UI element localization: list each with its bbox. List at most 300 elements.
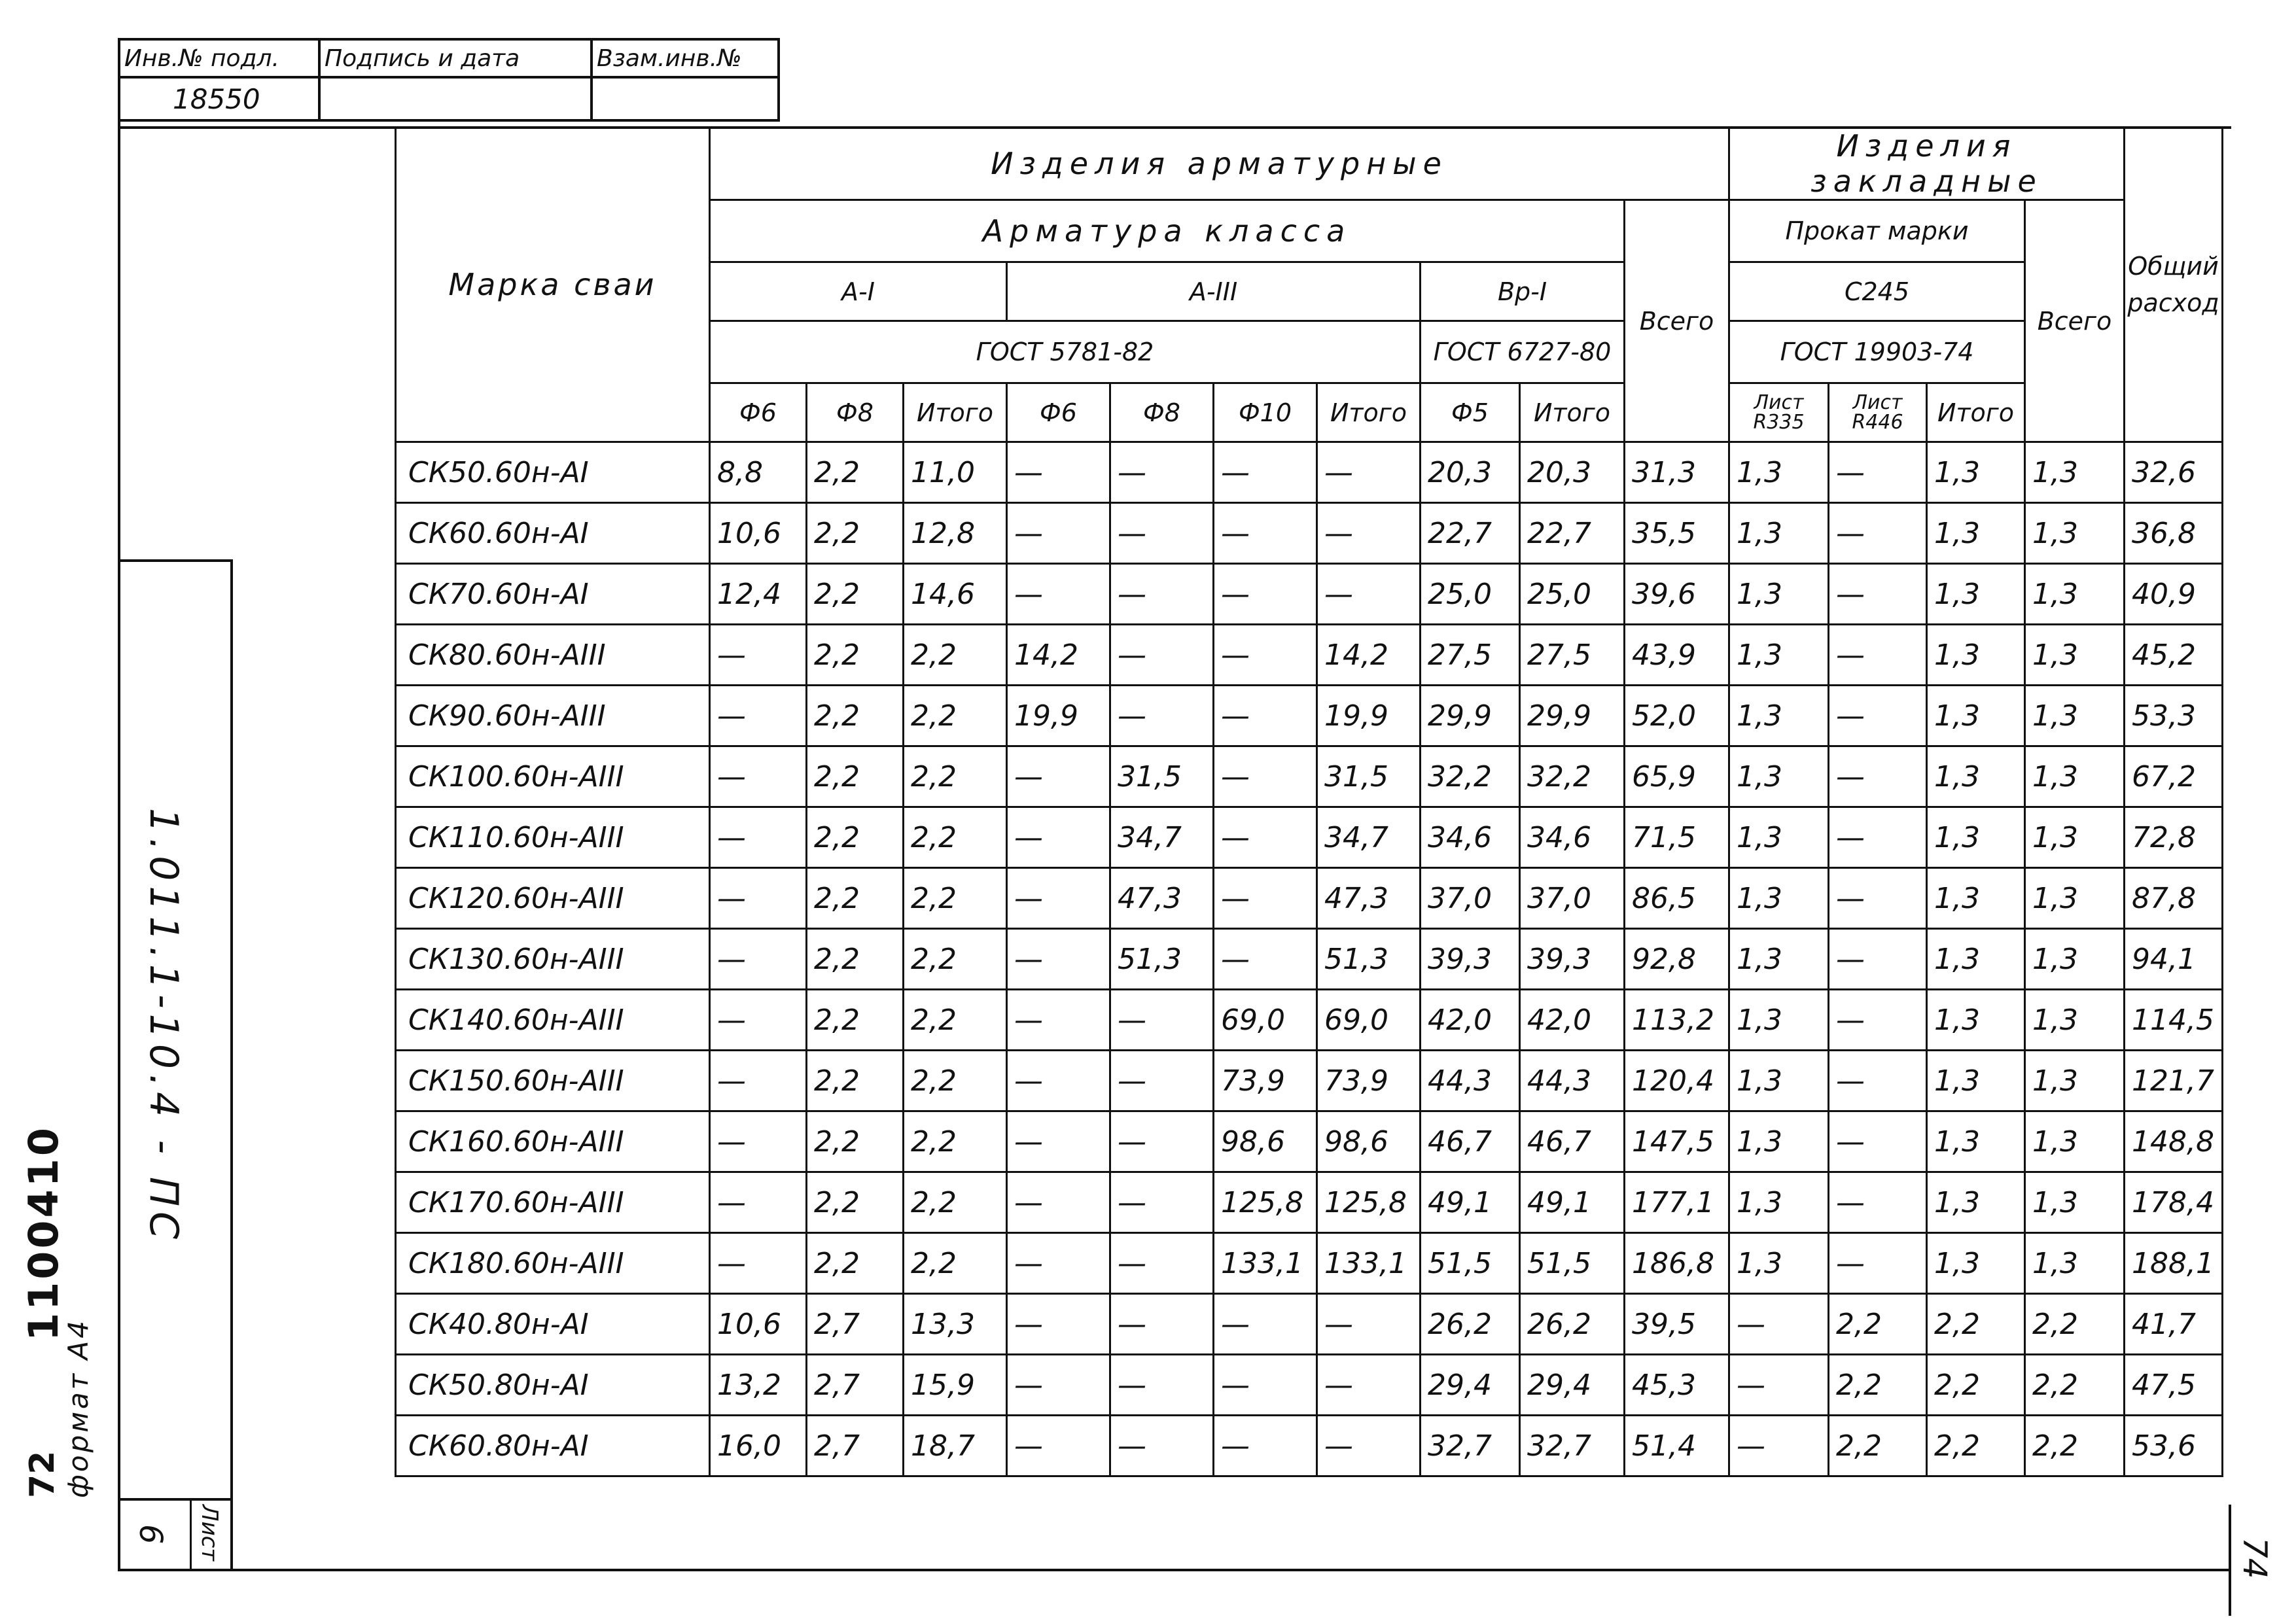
value-cell: 1,3 (1729, 564, 1829, 625)
table-row (396, 1355, 2223, 1416)
value-cell: 178,4 (2125, 1172, 2223, 1233)
pile-mark-cell: СК130.60н-АIII (396, 929, 710, 990)
value-cell: 34,6 (1520, 807, 1625, 868)
value-cell: 2,2 (807, 686, 904, 746)
table-row (396, 503, 2223, 564)
value-cell: 125,8 (1214, 1172, 1317, 1233)
value-cell: — (1110, 1355, 1214, 1416)
value-cell: 2,2 (904, 686, 1007, 746)
value-cell: 147,5 (1625, 1111, 1729, 1172)
value-cell: 25,0 (1421, 564, 1520, 625)
value-cell: 2,2 (904, 1233, 1007, 1294)
value-cell: 1,3 (1927, 1111, 2025, 1172)
value-cell: 94,1 (2125, 929, 2223, 990)
value-cell: 45,2 (2125, 625, 2223, 686)
value-cell: — (710, 929, 807, 990)
value-cell: 29,9 (1421, 686, 1520, 746)
value-cell: 73,9 (1317, 1051, 1421, 1111)
value-cell: — (1007, 503, 1110, 564)
value-cell: 1,3 (2025, 564, 2125, 625)
value-cell: 2,2 (904, 807, 1007, 868)
value-cell: 16,0 (710, 1416, 807, 1476)
sheet-number: 6 (132, 1524, 169, 1544)
value-cell: 51,4 (1625, 1416, 1729, 1476)
subheader-cell: Ф6 (1007, 383, 1110, 442)
table-row (396, 868, 2223, 929)
value-cell: — (1110, 564, 1214, 625)
subheader-cell: Итого (904, 383, 1007, 442)
value-cell: 41,7 (2125, 1294, 2223, 1355)
value-cell: 1,3 (2025, 503, 2125, 564)
value-cell: 31,5 (1110, 746, 1214, 807)
value-cell: 25,0 (1520, 564, 1625, 625)
stamp-header-inv: Инв.№ подл. (119, 39, 319, 77)
value-cell: 2,2 (904, 868, 1007, 929)
value-cell: 148,8 (2125, 1111, 2223, 1172)
value-cell: 1,3 (1927, 1172, 2025, 1233)
value-cell: 92,8 (1625, 929, 1729, 990)
value-cell: 1,3 (1729, 1172, 1829, 1233)
value-cell: 1,3 (2025, 1172, 2125, 1233)
value-cell: 19,9 (1317, 686, 1421, 746)
header-overall: Общий расход (2125, 128, 2223, 442)
value-cell: 1,3 (1927, 503, 2025, 564)
value-cell: 113,2 (1625, 990, 1729, 1051)
value-cell: 2,2 (904, 746, 1007, 807)
value-cell: — (1317, 503, 1421, 564)
value-cell: 53,6 (2125, 1416, 2223, 1476)
value-cell: 1,3 (1729, 1111, 1829, 1172)
value-cell: 2,2 (1829, 1355, 1927, 1416)
value-cell: — (1007, 442, 1110, 503)
value-cell: 2,2 (2025, 1355, 2125, 1416)
value-cell: — (1829, 1172, 1927, 1233)
value-cell: — (1007, 1416, 1110, 1476)
value-cell: — (1829, 1233, 1927, 1294)
value-cell: 1,3 (1729, 503, 1829, 564)
value-cell: — (710, 868, 807, 929)
value-cell: 2,2 (904, 990, 1007, 1051)
value-cell: 188,1 (2125, 1233, 2223, 1294)
subheader-cell: Итого (1317, 383, 1421, 442)
value-cell: 32,6 (2125, 442, 2223, 503)
value-cell: 1,3 (1927, 746, 2025, 807)
value-cell: — (1110, 686, 1214, 746)
value-cell: 40,9 (2125, 564, 2223, 625)
value-cell: — (710, 1172, 807, 1233)
value-cell: 39,5 (1625, 1294, 1729, 1355)
value-cell: 69,0 (1317, 990, 1421, 1051)
value-cell: 51,5 (1421, 1233, 1520, 1294)
value-cell: 14,6 (904, 564, 1007, 625)
value-cell: 37,0 (1421, 868, 1520, 929)
value-cell: 12,4 (710, 564, 807, 625)
subheader-cell: Ф8 (1110, 383, 1214, 442)
pile-mark-cell: СК80.60н-АIII (396, 625, 710, 686)
value-cell: 1,3 (2025, 929, 2125, 990)
pile-mark-cell: СК150.60н-АIII (396, 1051, 710, 1111)
value-cell: 42,0 (1520, 990, 1625, 1051)
value-cell: — (1829, 868, 1927, 929)
pile-mark-cell: СК140.60н-АIII (396, 990, 710, 1051)
value-cell: 1,3 (1729, 990, 1829, 1051)
value-cell: 98,6 (1317, 1111, 1421, 1172)
pile-mark-cell: СК120.60н-АIII (396, 868, 710, 929)
value-cell: — (1829, 625, 1927, 686)
value-cell: 177,1 (1625, 1172, 1729, 1233)
subheader-cell: Ф8 (807, 383, 904, 442)
pile-mark-cell: СК70.60н-АI (396, 564, 710, 625)
value-cell: — (710, 1051, 807, 1111)
value-cell: — (1214, 1355, 1317, 1416)
value-cell: 22,7 (1520, 503, 1625, 564)
value-cell: — (710, 990, 807, 1051)
value-cell: 52,0 (1625, 686, 1729, 746)
table-row (396, 929, 2223, 990)
value-cell: — (1007, 1294, 1110, 1355)
value-cell: 1,3 (1927, 990, 2025, 1051)
pile-mark-cell: СК60.80н-АI (396, 1416, 710, 1476)
value-cell: 14,2 (1007, 625, 1110, 686)
value-cell: 1,3 (2025, 442, 2125, 503)
value-cell: 2,2 (1927, 1355, 2025, 1416)
value-cell: 31,5 (1317, 746, 1421, 807)
header-armature-class: Арматура класса (710, 200, 1625, 262)
value-cell: 29,4 (1421, 1355, 1520, 1416)
value-cell: 1,3 (1927, 868, 2025, 929)
value-cell: — (1110, 1051, 1214, 1111)
value-cell: — (1317, 1416, 1421, 1476)
value-cell: 87,8 (2125, 868, 2223, 929)
value-cell: — (1214, 625, 1317, 686)
pile-mark-cell: СК180.60н-АIII (396, 1233, 710, 1294)
pile-mark-cell: СК50.80н-АI (396, 1355, 710, 1416)
value-cell: 1,3 (2025, 807, 2125, 868)
value-cell: 2,2 (807, 746, 904, 807)
value-cell: 39,6 (1625, 564, 1729, 625)
value-cell: — (710, 1233, 807, 1294)
value-cell: 32,2 (1421, 746, 1520, 807)
value-cell: — (1214, 686, 1317, 746)
value-cell: 15,9 (904, 1355, 1007, 1416)
value-cell: 73,9 (1214, 1051, 1317, 1111)
pile-mark-cell: СК90.60н-АIII (396, 686, 710, 746)
header-class-a3: А-III (1007, 262, 1421, 321)
value-cell: 1,3 (1927, 442, 2025, 503)
value-cell: 2,2 (807, 625, 904, 686)
value-cell: 2,7 (807, 1294, 904, 1355)
value-cell: — (1214, 564, 1317, 625)
value-cell: 12,8 (904, 503, 1007, 564)
value-cell: 2,2 (904, 1172, 1007, 1233)
table-row (396, 1051, 2223, 1111)
value-cell: 1,3 (2025, 746, 2125, 807)
value-cell: — (1110, 1111, 1214, 1172)
value-cell: — (1110, 990, 1214, 1051)
value-cell: 1,3 (2025, 1111, 2125, 1172)
header-mark: Марка сваи (396, 128, 710, 442)
subheader-cell: Ф5 (1421, 383, 1520, 442)
value-cell: 51,5 (1520, 1233, 1625, 1294)
value-cell: 18,7 (904, 1416, 1007, 1476)
table-row (396, 1111, 2223, 1172)
value-cell: 2,2 (904, 929, 1007, 990)
value-cell: 20,3 (1520, 442, 1625, 503)
stamp-value-signature (319, 77, 592, 120)
value-cell: 2,2 (1927, 1416, 2025, 1476)
pile-mark-cell: СК100.60н-АIII (396, 746, 710, 807)
header-armature-items: Изделия арматурные (710, 128, 1729, 200)
value-cell: 2,2 (1829, 1416, 1927, 1476)
value-cell: 42,0 (1421, 990, 1520, 1051)
value-cell: — (1829, 807, 1927, 868)
header-embedded-items: Изделия закладные (1729, 128, 2125, 200)
value-cell: 72,8 (2125, 807, 2223, 868)
table-row (396, 746, 2223, 807)
value-cell: 34,6 (1421, 807, 1520, 868)
side-sheet-divider (190, 1498, 192, 1570)
value-cell: 36,8 (2125, 503, 2223, 564)
value-cell: — (710, 625, 807, 686)
value-cell: 1,3 (1927, 686, 2025, 746)
value-cell: 35,5 (1625, 503, 1729, 564)
value-cell: 13,3 (904, 1294, 1007, 1355)
value-cell: 86,5 (1625, 868, 1729, 929)
value-cell: 1,3 (1927, 929, 2025, 990)
value-cell: — (1829, 1051, 1927, 1111)
value-cell: 14,2 (1317, 625, 1421, 686)
page-number: 74 (2236, 1537, 2274, 1579)
value-cell: 69,0 (1214, 990, 1317, 1051)
value-cell: — (1007, 807, 1110, 868)
value-cell: — (1829, 503, 1927, 564)
value-cell: — (1214, 503, 1317, 564)
value-cell: — (1110, 442, 1214, 503)
value-cell: 1,3 (2025, 625, 2125, 686)
value-cell: — (1829, 929, 1927, 990)
value-cell: — (1007, 1111, 1110, 1172)
value-cell: 10,6 (710, 1294, 807, 1355)
value-cell: 11,0 (904, 442, 1007, 503)
value-cell: 121,7 (2125, 1051, 2223, 1111)
value-cell: 133,1 (1214, 1233, 1317, 1294)
value-cell: 1,3 (1729, 442, 1829, 503)
value-cell: — (1007, 929, 1110, 990)
value-cell: 29,9 (1520, 686, 1625, 746)
value-cell: — (1729, 1355, 1829, 1416)
subheader-cell: Лист R335 (1729, 383, 1829, 442)
subheader-cell: Итого (1520, 383, 1625, 442)
value-cell: — (1007, 1355, 1110, 1416)
value-cell: 51,3 (1110, 929, 1214, 990)
value-cell: 37,0 (1520, 868, 1625, 929)
table-row (396, 1233, 2223, 1294)
value-cell: 114,5 (2125, 990, 2223, 1051)
header-gost-5781: ГОСТ 5781-82 (710, 321, 1421, 383)
value-cell: 26,2 (1421, 1294, 1520, 1355)
table-row (396, 442, 2223, 503)
value-cell: 44,3 (1421, 1051, 1520, 1111)
value-cell: 2,2 (807, 442, 904, 503)
value-cell: — (1007, 564, 1110, 625)
side-strip-right (230, 559, 233, 1570)
pile-mark-cell: СК50.60н-АI (396, 442, 710, 503)
value-cell: — (1007, 868, 1110, 929)
value-cell: 1,3 (2025, 686, 2125, 746)
value-cell: 2,2 (807, 929, 904, 990)
value-cell: — (1007, 1233, 1110, 1294)
value-cell: — (1007, 1172, 1110, 1233)
value-cell: — (1829, 1111, 1927, 1172)
value-cell: — (1729, 1416, 1829, 1476)
value-cell: 51,3 (1317, 929, 1421, 990)
value-cell: 1,3 (1729, 686, 1829, 746)
value-cell: 29,4 (1520, 1355, 1625, 1416)
value-cell: 67,2 (2125, 746, 2223, 807)
table-row (396, 1172, 2223, 1233)
value-cell: 1,3 (2025, 1051, 2125, 1111)
value-cell: 8,8 (710, 442, 807, 503)
value-cell: 2,2 (904, 1111, 1007, 1172)
value-cell: 44,3 (1520, 1051, 1625, 1111)
value-cell: 47,3 (1317, 868, 1421, 929)
value-cell: 1,3 (2025, 990, 2125, 1051)
value-cell: — (1110, 503, 1214, 564)
value-cell: 22,7 (1421, 503, 1520, 564)
table-row (396, 686, 2223, 746)
table-row (396, 1294, 2223, 1355)
frame-left (118, 38, 120, 1570)
value-cell: 2,2 (807, 1111, 904, 1172)
table-row (396, 1416, 2223, 1476)
subheader-cell: Ф6 (710, 383, 807, 442)
side-sheet-top (118, 1498, 232, 1501)
value-cell: 133,1 (1317, 1233, 1421, 1294)
value-cell: 1,3 (1729, 807, 1829, 868)
frame-bottom (118, 1569, 2231, 1571)
value-cell: 1,3 (1729, 746, 1829, 807)
value-cell: — (1317, 442, 1421, 503)
value-cell: 2,2 (807, 1051, 904, 1111)
value-cell: 2,7 (807, 1355, 904, 1416)
header-steel-c245: С245 (1729, 262, 2025, 321)
stamp-value-replace (592, 77, 779, 120)
side-strip-top (118, 559, 232, 562)
value-cell: 1,3 (1927, 564, 2025, 625)
stamp-value-inv: 18550 (119, 77, 319, 120)
value-cell: 1,3 (1729, 868, 1829, 929)
value-cell: 1,3 (1927, 807, 2025, 868)
value-cell: 2,2 (904, 1051, 1007, 1111)
value-cell: 2,2 (1927, 1294, 2025, 1355)
table-row (396, 564, 2223, 625)
value-cell: 2,2 (807, 1172, 904, 1233)
approval-stamp (118, 38, 780, 122)
table-row (396, 990, 2223, 1051)
value-cell: — (1007, 1051, 1110, 1111)
value-cell: — (1214, 929, 1317, 990)
value-cell: 2,2 (807, 1233, 904, 1294)
value-cell: 49,1 (1520, 1172, 1625, 1233)
value-cell: 2,2 (807, 807, 904, 868)
value-cell: — (1829, 746, 1927, 807)
value-cell: — (710, 1111, 807, 1172)
value-cell: 20,3 (1421, 442, 1520, 503)
value-cell: — (710, 746, 807, 807)
format-number: 72 (23, 1450, 62, 1498)
value-cell: — (1317, 1294, 1421, 1355)
value-cell: 32,2 (1520, 746, 1625, 807)
value-cell: 43,9 (1625, 625, 1729, 686)
value-cell: — (1214, 1294, 1317, 1355)
value-cell: 98,6 (1214, 1111, 1317, 1172)
value-cell: 27,5 (1421, 625, 1520, 686)
value-cell: 49,1 (1421, 1172, 1520, 1233)
value-cell: 27,5 (1520, 625, 1625, 686)
value-cell: — (1829, 564, 1927, 625)
value-cell: — (1829, 686, 1927, 746)
subheader-cell: Лист R446 (1829, 383, 1927, 442)
value-cell: — (1110, 1294, 1214, 1355)
table-row (396, 807, 2223, 868)
value-cell: 13,2 (710, 1355, 807, 1416)
pile-mark-cell: СК110.60н-АIII (396, 807, 710, 868)
value-cell: — (1214, 746, 1317, 807)
value-cell: — (1110, 1233, 1214, 1294)
value-cell: 39,3 (1520, 929, 1625, 990)
value-cell: 2,2 (1829, 1294, 1927, 1355)
value-cell: 1,3 (1729, 1051, 1829, 1111)
value-cell: 2,2 (2025, 1294, 2125, 1355)
header-total-embedded: Всего (2025, 200, 2125, 442)
subheader-cell: Ф10 (1214, 383, 1317, 442)
header-class-a1: А-I (710, 262, 1007, 321)
value-cell: 1,3 (2025, 868, 2125, 929)
value-cell: 125,8 (1317, 1172, 1421, 1233)
table-row (396, 625, 2223, 686)
value-cell: 46,7 (1421, 1111, 1520, 1172)
header-class-bp1: Вр-I (1421, 262, 1625, 321)
value-cell: 120,4 (1625, 1051, 1729, 1111)
value-cell: 45,3 (1625, 1355, 1729, 1416)
value-cell: 2,2 (807, 990, 904, 1051)
value-cell: — (1214, 807, 1317, 868)
value-cell: — (1110, 1416, 1214, 1476)
value-cell: 1,3 (1729, 1233, 1829, 1294)
value-cell: — (1214, 442, 1317, 503)
stamp-header-replace: Взам.инв.№ (592, 39, 779, 77)
pile-mark-cell: СК160.60н-АIII (396, 1111, 710, 1172)
value-cell: 10,6 (710, 503, 807, 564)
header-gost-19903: ГОСТ 19903-74 (1729, 321, 2025, 383)
value-cell: 46,7 (1520, 1111, 1625, 1172)
value-cell: — (1214, 868, 1317, 929)
frame-right-stub (2229, 1505, 2231, 1616)
header-gost-6727: ГОСТ 6727-80 (1421, 321, 1625, 383)
value-cell: 65,9 (1625, 746, 1729, 807)
value-cell: 1,3 (1927, 1233, 2025, 1294)
header-prokat: Прокат марки (1729, 200, 2025, 262)
archive-number: 1100410 (20, 1125, 67, 1341)
pile-mark-cell: СК40.80н-АI (396, 1294, 710, 1355)
value-cell: 47,5 (2125, 1355, 2223, 1416)
format-label: формат А4 (62, 1318, 94, 1498)
value-cell: — (1829, 990, 1927, 1051)
value-cell: 2,2 (807, 868, 904, 929)
designation-code: 1.011.1-10.4 - ПС (141, 808, 186, 1245)
value-cell: 2,2 (2025, 1416, 2125, 1476)
value-cell: 2,7 (807, 1416, 904, 1476)
